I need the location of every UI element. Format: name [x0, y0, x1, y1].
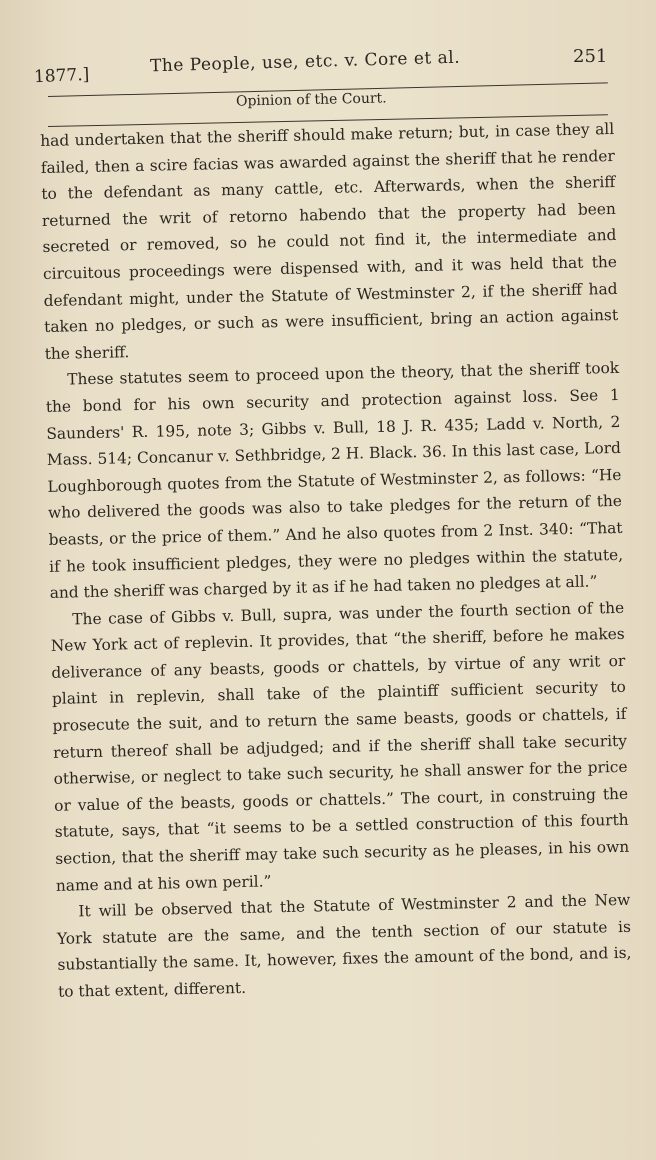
paragraph: had undertaken that the sheriff should make return; but, in case they all failed, then a scire facias was awarded against the sheriff that he render to the defendant as many cattle, etc. Afterwards, when the sheriff returned the writ of retorno habendo that the property had been secreted or removed, so he could not find it, the intermediate and circuitous proceedings were dispensed with, and it was held that the defendant might, under the Statute of Westminster 2, if the sheriff had taken no pledges, or such as were insufficient, bring an action against the sheriff. [40, 119, 619, 363]
year-marker: 1877.] [33, 64, 90, 88]
section-label: Opinion of the Court. [235, 90, 387, 110]
page-number: 251 [573, 46, 608, 67]
paragraph: The case of Gibbs v. Bull, supra, was under the fourth section of the New York act of replevin. It provides, that “the sheriff, before he makes deliverance of any beasts, goods or chattels, by virtue of any writ or plaint in replevin, shall take of the plaintiff sufficient security to prosecute the suit, and to return the same beasts, goods or chattels, if return thereof shall be adjudged; and if the sheriff shall take security otherwise, or neglect to take such security, he shall answer for the price or value of the beasts, goods or chattels.” The court, in construing the statute, says, that “it seems to be a settled construction of this fourth section, that the sheriff may take such security as he pleases, in his own name and at his own peril.” [50, 598, 630, 895]
paragraph: These statutes seem to proceed upon the theory, that the sheriff took the bond for his own security and protection against loss. See 1 Saunders' R. 195, note 3; Gibbs v. Bull, 18 J. R. 435; Ladd v. North, 2 Mass. 514; Concanur v. Sethbridge, 2 H. Black. 36. In this last case, Lord Loughborough quotes from the Statute of Westminster 2, as follows: “He who delivered the goods was also to take pledges for the return of the beasts, or the price of them.” And he also quotes from 2 Inst. 340: “That if he took insufficient pledges, they were no pledges within the statute, and the sheriff was charged by it as if he had taken no pledges at all.” [45, 359, 624, 602]
running-title: The People, use, etc. v. Core et al. [149, 47, 461, 77]
paragraph: It will be observed that the Statute of Westminster 2 and the New York statute are the same, and the tenth section of our statute is substantially the same. It, however, fixes the amount of the bond, and is, to that extent, different. [56, 891, 632, 1001]
opinion-body [40, 116, 632, 1005]
